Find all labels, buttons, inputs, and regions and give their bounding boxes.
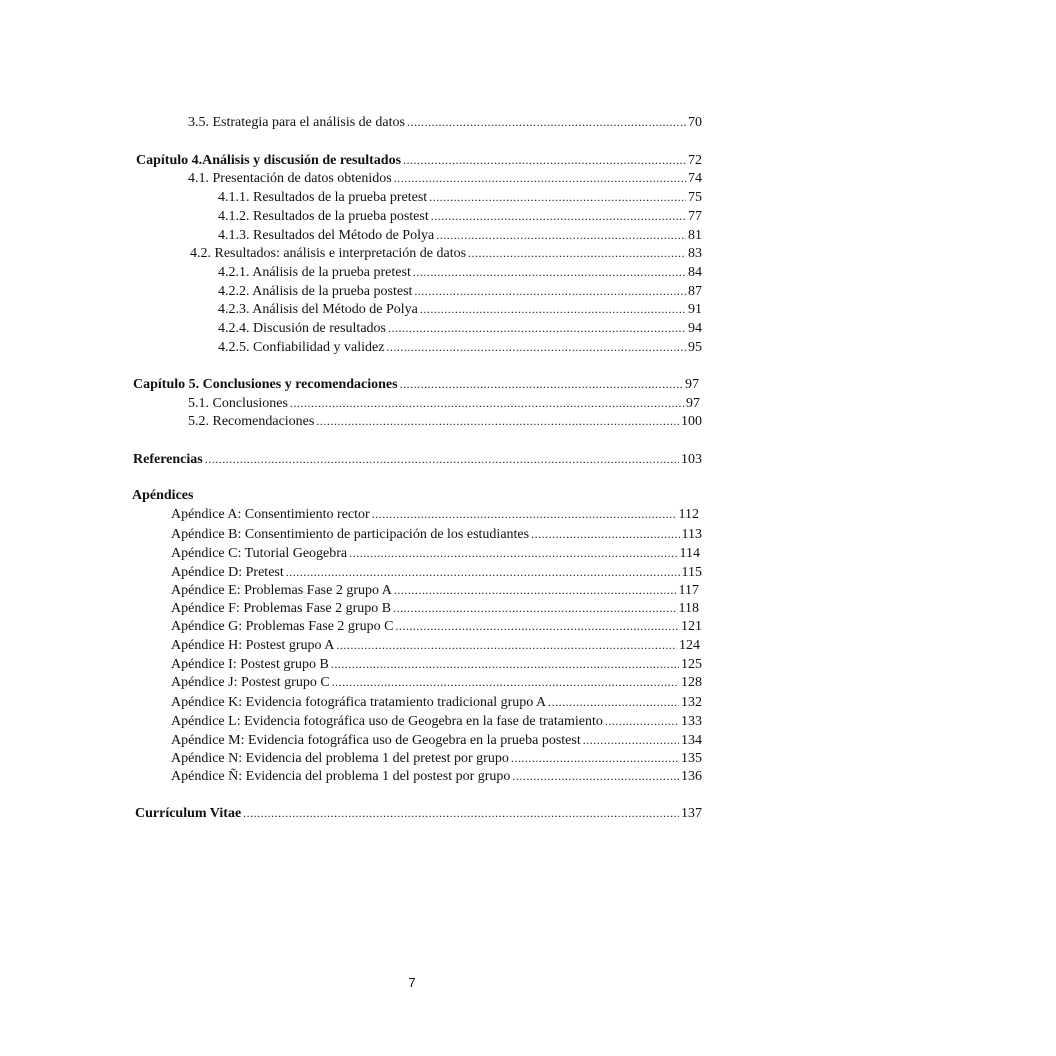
- toc-curriculum-vitae[interactable]: [135, 805, 702, 822]
- toc-entry-4-2-1[interactable]: [218, 264, 702, 281]
- toc-entry-page: 124: [679, 638, 700, 653]
- toc-entry-page: 113: [681, 527, 702, 542]
- toc-entry-4-2-5[interactable]: [218, 339, 702, 356]
- toc-entry-page: 100: [681, 414, 702, 429]
- toc-appendix-d[interactable]: [171, 564, 702, 581]
- toc-entry-title: Apéndice H: Postest grupo A: [171, 638, 335, 653]
- toc-entry-5-2[interactable]: [188, 413, 702, 430]
- toc-entry-title: Apéndice M: Evidencia fotográfica uso de Geogebra en la prueba postest: [171, 733, 581, 748]
- toc-entry-title: Apéndice F: Problemas Fase 2 grupo B: [171, 601, 392, 616]
- toc-entry-4-1[interactable]: [188, 170, 702, 187]
- page-number: 7: [408, 975, 416, 990]
- leader-dots: [403, 152, 686, 169]
- toc-entry-page: 83: [688, 246, 702, 261]
- toc-entry-page: 94: [688, 321, 702, 336]
- toc-entry-title: 4.1.1. Resultados de la prueba pretest: [218, 190, 428, 205]
- toc-entry-page: 97: [685, 377, 699, 392]
- toc-entry-page: 114: [679, 546, 700, 561]
- leader-dots: [290, 395, 684, 412]
- leader-dots: [400, 376, 683, 393]
- leader-dots: [372, 506, 677, 523]
- toc-entry-title: 4.2.5. Confiabilidad y validez: [218, 340, 385, 355]
- toc-appendix-n[interactable]: [171, 750, 702, 767]
- toc-entry-title: Referencias: [133, 452, 203, 467]
- toc-entry-title: 5.1. Conclusiones: [188, 396, 288, 411]
- appendices-heading: Apéndices: [132, 488, 194, 503]
- leader-dots: [349, 545, 677, 562]
- leader-dots: [331, 656, 679, 673]
- toc-entry-5-1[interactable]: [188, 395, 700, 412]
- toc-appendix-g[interactable]: [171, 618, 702, 635]
- leader-dots: [388, 320, 686, 337]
- leader-dots: [420, 301, 686, 318]
- toc-entry-page: 118: [678, 601, 699, 616]
- leader-dots: [395, 618, 679, 635]
- toc-appendix-k[interactable]: [171, 694, 702, 711]
- toc-entry-title: Apéndice J: Postest grupo C: [171, 675, 330, 690]
- toc-entry-page: 115: [681, 565, 702, 580]
- toc-appendix-b[interactable]: [171, 526, 702, 543]
- toc-entry-page: 134: [681, 733, 702, 748]
- toc-entry-title: Apéndice E: Problemas Fase 2 grupo A: [171, 583, 392, 598]
- toc-entry-page: 97: [686, 396, 700, 411]
- toc-entry-title: Currículum Vitae: [135, 806, 242, 821]
- leader-dots: [583, 732, 679, 749]
- toc-entry-page: 132: [681, 695, 702, 710]
- leader-dots: [394, 582, 677, 599]
- toc-entry-page: 87: [688, 284, 702, 299]
- toc-entry-page: 74: [688, 171, 702, 186]
- toc-entry-page: 133: [681, 714, 702, 729]
- leader-dots: [393, 600, 676, 617]
- leader-dots: [386, 339, 686, 356]
- toc-entry-3-5[interactable]: [188, 114, 702, 131]
- leader-dots: [336, 637, 677, 654]
- toc-entry-4-1-2[interactable]: [218, 208, 702, 225]
- leader-dots: [243, 805, 679, 822]
- toc-entry-title: Apéndice G: Problemas Fase 2 grupo C: [171, 619, 394, 634]
- toc-entry-page: 95: [688, 340, 702, 355]
- toc-appendix-f[interactable]: [171, 600, 699, 617]
- toc-entry-page: 128: [681, 675, 702, 690]
- toc-entry-page: 70: [688, 115, 702, 130]
- toc-appendix-c[interactable]: [171, 545, 700, 562]
- toc-appendix-e[interactable]: [171, 582, 699, 599]
- toc-entry-title: Apéndice I: Postest grupo B: [171, 657, 329, 672]
- toc-appendix-n-tilde[interactable]: [171, 768, 702, 785]
- leader-dots: [431, 208, 686, 225]
- leader-dots: [468, 245, 686, 262]
- leader-dots: [316, 413, 679, 430]
- toc-entry-title: Apéndice N: Evidencia del problema 1 del pretest por grupo: [171, 751, 509, 766]
- toc-appendix-l[interactable]: [171, 713, 702, 730]
- toc-entry-title: 4.2.1. Análisis de la prueba pretest: [218, 265, 411, 280]
- toc-entry-title: Apéndice D: Pretest: [171, 565, 284, 580]
- toc-entry-title: 4.1. Presentación de datos obtenidos: [188, 171, 392, 186]
- toc-entry-page: 77: [688, 209, 702, 224]
- toc-entry-page: 72: [688, 153, 702, 168]
- toc-entry-4-1-3[interactable]: [218, 227, 702, 244]
- toc-entry-title: 5.2. Recomendaciones: [188, 414, 315, 429]
- leader-dots: [429, 189, 686, 206]
- toc-entry-page: 117: [678, 583, 699, 598]
- leader-dots: [436, 227, 686, 244]
- toc-entry-4-1-1[interactable]: [218, 189, 702, 206]
- toc-entry-page: 137: [681, 806, 702, 821]
- toc-appendix-h[interactable]: [171, 637, 700, 654]
- toc-entry-title: 4.1.3. Resultados del Método de Polya: [218, 228, 435, 243]
- leader-dots: [407, 114, 686, 131]
- toc-entry-page: 112: [678, 507, 699, 522]
- toc-appendix-i[interactable]: [171, 656, 702, 673]
- toc-entry-page: 135: [681, 751, 702, 766]
- toc-entry-title: Apéndice B: Consentimiento de participación de los estudiantes: [171, 527, 530, 542]
- leader-dots: [511, 750, 679, 767]
- toc-entry-title: Apéndice L: Evidencia fotográfica uso de Geogebra en la fase de tratamiento: [171, 714, 603, 729]
- leader-dots: [414, 283, 686, 300]
- toc-chapter-4[interactable]: [136, 152, 702, 169]
- toc-appendix-m[interactable]: [171, 732, 702, 749]
- toc-entry-page: 75: [688, 190, 702, 205]
- toc-entry-page: 91: [688, 302, 702, 317]
- toc-entry-title: Apéndice A: Consentimiento rector: [171, 507, 370, 522]
- toc-references[interactable]: [133, 451, 702, 468]
- leader-dots: [531, 526, 679, 543]
- toc-entry-page: 103: [681, 452, 702, 467]
- toc-entry-page: 121: [681, 619, 702, 634]
- toc-chapter-5[interactable]: [133, 376, 699, 393]
- toc-entry-title: 4.1.2. Resultados de la prueba postest: [218, 209, 429, 224]
- leader-dots: [605, 713, 679, 730]
- toc-entry-page: 81: [688, 228, 702, 243]
- leader-dots: [394, 170, 686, 187]
- toc-entry-title: 4.2.3. Análisis del Método de Polya: [218, 302, 418, 317]
- toc-entry-4-2[interactable]: [190, 245, 702, 262]
- toc-entry-page: 125: [681, 657, 702, 672]
- toc-entry-page: 136: [681, 769, 702, 784]
- toc-entry-4-2-3[interactable]: [218, 301, 702, 318]
- toc-entry-page: 84: [688, 265, 702, 280]
- leader-dots: [286, 564, 680, 581]
- toc-entry-title: 4.2.4. Discusión de resultados: [218, 321, 386, 336]
- toc-entry-title: 4.2.2. Análisis de la prueba postest: [218, 284, 413, 299]
- leader-dots: [548, 694, 679, 711]
- toc-entry-title: Capítulo 4.Análisis y discusión de resultados: [136, 153, 402, 168]
- leader-dots: [332, 674, 679, 691]
- toc-entry-4-2-2[interactable]: [218, 283, 702, 300]
- toc-entry-title: Apéndice K: Evidencia fotográfica tratamiento tradicional grupo A: [171, 695, 547, 710]
- leader-dots: [413, 264, 686, 281]
- toc-entry-title: Apéndice Ñ: Evidencia del problema 1 del postest por grupo: [171, 769, 511, 784]
- toc-entry-4-2-4[interactable]: [218, 320, 702, 337]
- toc-entry-title: 3.5. Estrategia para el análisis de datos: [188, 115, 405, 130]
- toc-entry-title: 4.2. Resultados: análisis e interpretación de datos: [190, 246, 467, 261]
- toc-entry-title: Apéndice C: Tutorial Geogebra: [171, 546, 348, 561]
- toc-appendix-j[interactable]: [171, 674, 702, 691]
- toc-appendix-a[interactable]: [171, 506, 699, 523]
- leader-dots: [512, 768, 679, 785]
- leader-dots: [205, 451, 679, 468]
- toc-entry-title: Capítulo 5. Conclusiones y recomendaciones: [133, 377, 398, 392]
